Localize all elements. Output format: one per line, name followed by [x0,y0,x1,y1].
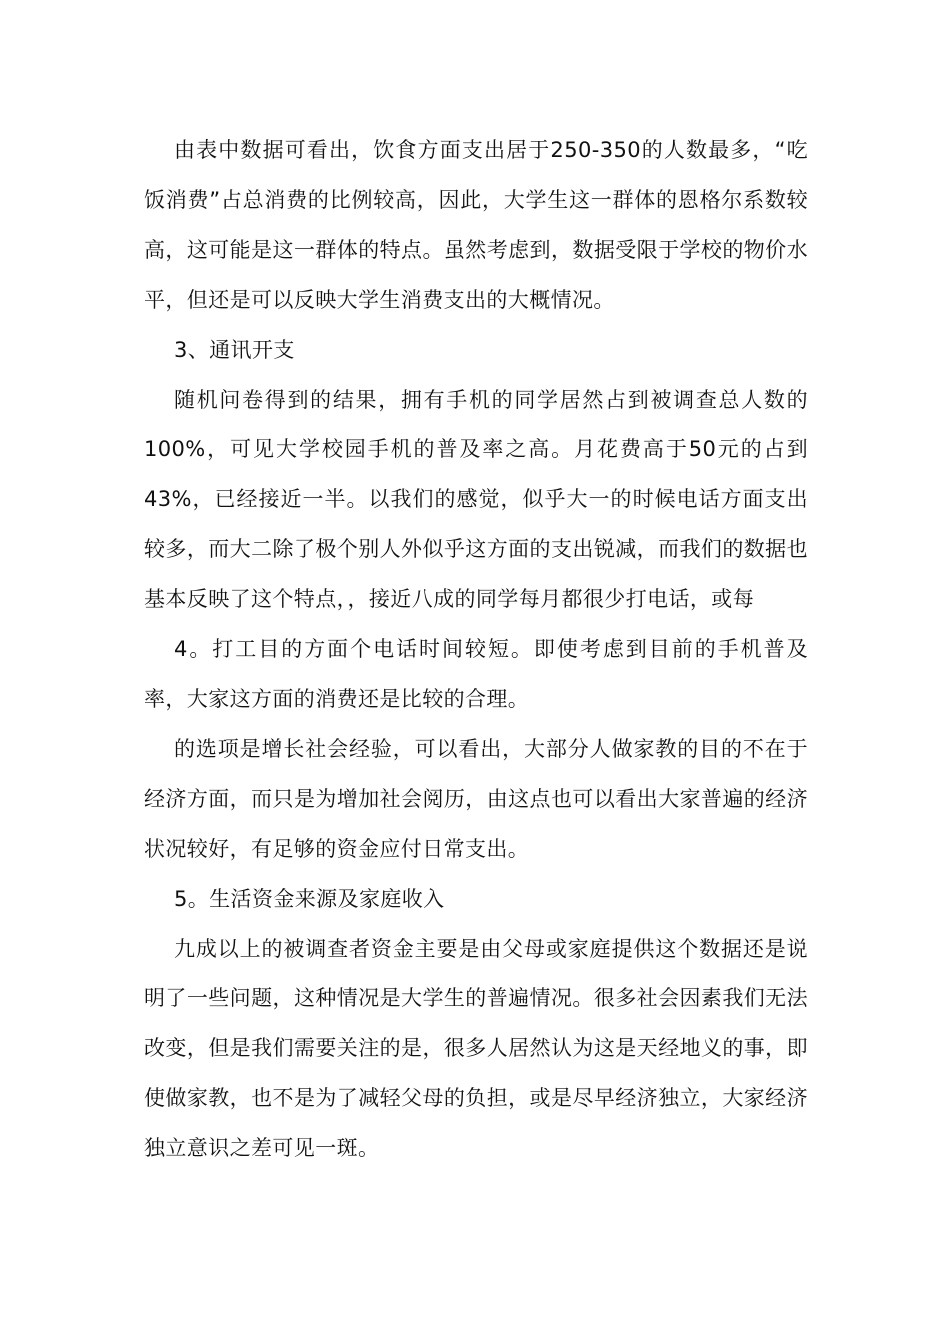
paragraph-phone-usage: 随机问卷得到的结果，拥有手机的同学居然占到被调查总人数的100%，可见大学校园手机的普及率之高。月花费高于50元的占到43%，已经接近一半。以我们的感觉，似乎大一的时候电话方面支出较多，而大二除了极个别人外似乎这方面的支出锐减，而我们的数据也基本反映了这个特点，，接近八成的同学每月都很少打电话，或每 [144,387,808,612]
paragraph-part-time-purpose: 4。打工目的方面个电话时间较短。即使考虑到目前的手机普及率，大家这方面的消费还是比较的合理。 [144,637,808,711]
document-body [144,126,808,1174]
section-heading-funding-source: 5。生活资金来源及家庭收入 [174,886,445,911]
paragraph-tutoring-goal: 的选项是增长社会经验，可以看出，大部分人做家教的目的不在于经济方面，而只是为增加社会阅历，由这点也可以看出大家普遍的经济状况较好，有足够的资金应付日常支出。 [144,736,808,861]
section-heading-communication: 3、通讯开支 [174,337,295,362]
paragraph-food-spending: 由表中数据可看出，饮食方面支出居于250-350的人数最多，“吃饭消费”占总消费的比例较高，因此，大学生这一群体的恩格尔系数较高，这可能是这一群体的特点。虽然考虑到，数据受限于学校的物价水平，但还是可以反映大学生消费支出的大概情况。 [144,138,808,312]
paragraph-family-support: 九成以上的被调查者资金主要是由父母或家庭提供这个数据还是说明了一些问题，这种情况是大学生的普遍情况。很多社会因素我们无法改变，但是我们需要关注的是，很多人居然认为这是天经地义的事，即使做家教，也不是为了减轻父母的负担，或是尽早经济独立，大家经济独立意识之差可见一斑。 [144,936,808,1161]
